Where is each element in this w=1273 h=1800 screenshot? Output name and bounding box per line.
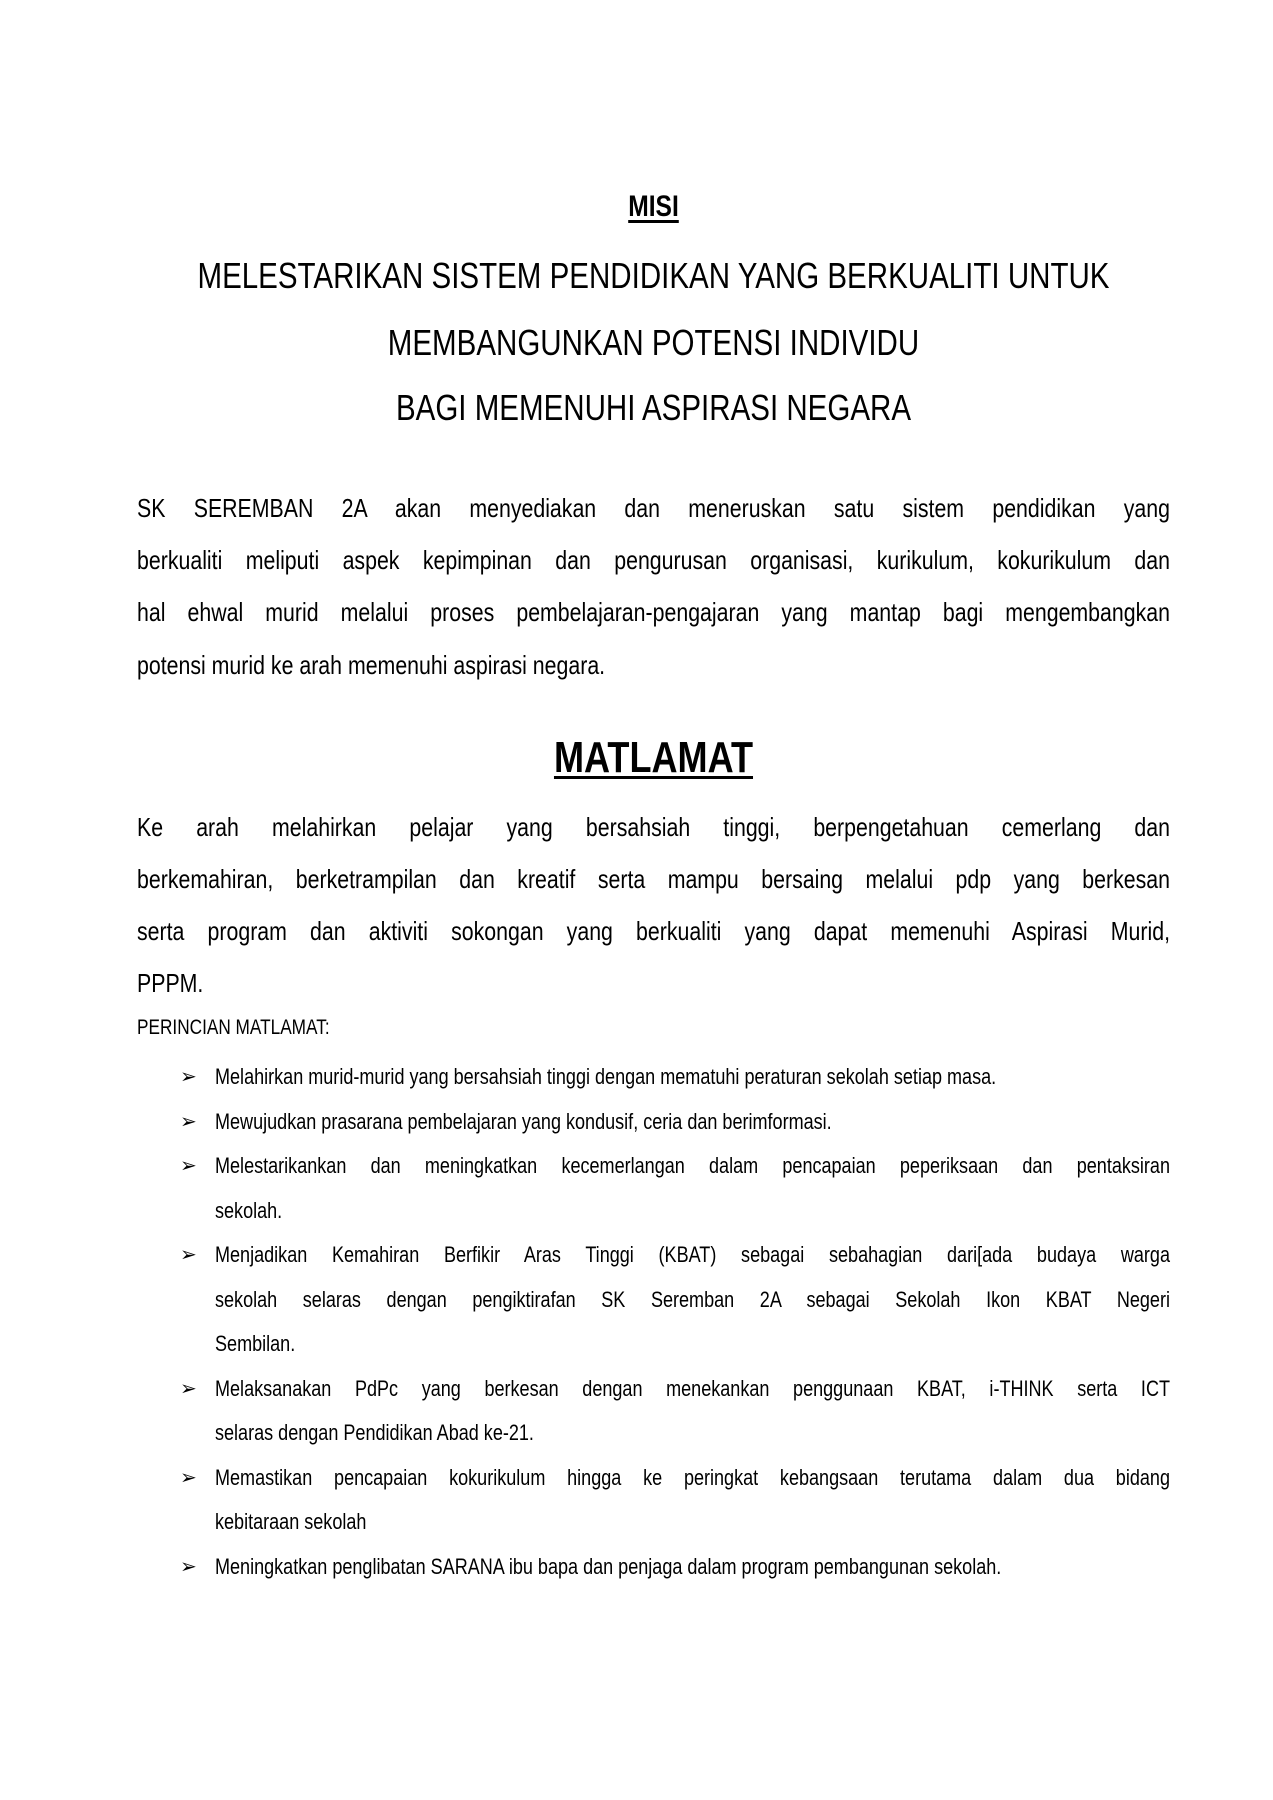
matlamat-bullet-line: Melestarikankan dan meningkatkan kecemerlangan dalam pencapaian peperiksaan dan pentaksiran [215, 1153, 1170, 1178]
matlamat-paragraph-line: Ke arah melahirkan pelajar yang bersahsiah tinggi, berpengetahuan cemerlang dan [137, 812, 1170, 842]
matlamat-bullet-line: Mewujudkan prasarana pembelajaran yang kondusif, ceria dan berimformasi. [215, 1109, 832, 1134]
misi-heading: MISI [628, 190, 679, 223]
misi-statement-line: MELESTARIKAN SISTEM PENDIDIKAN YANG BERKUALITI UNTUK [197, 255, 1110, 296]
misi-statement-line: MEMBANGUNKAN POTENSI INDIVIDU [387, 322, 920, 363]
arrowhead-bullet-icon: ➢ [180, 1377, 197, 1400]
matlamat-bullet-line: Memastikan pencapaian kokurikulum hingga ke peringkat kebangsaan terutama dalam dua bidang [215, 1465, 1170, 1490]
matlamat-bullet-line: sekolah selaras dengan pengiktirafan SK Seremban 2A sebagai Sekolah Ikon KBAT Negeri [215, 1287, 1170, 1312]
misi-paragraph-line: hal ehwal murid melalui proses pembelajaran-pengajaran yang mantap bagi mengembangkan [137, 597, 1170, 627]
misi-statement-line: BAGI MEMENUHI ASPIRASI NEGARA [395, 387, 912, 428]
arrowhead-bullet-icon: ➢ [180, 1466, 197, 1489]
perincian-label: PERINCIAN MATLAMAT: [137, 1016, 330, 1039]
matlamat-bullet-line: Melaksanakan PdPc yang berkesan dengan menekankan penggunaan KBAT, i-THINK serta ICT [215, 1376, 1170, 1401]
matlamat-paragraph-line: PPPM. [137, 968, 204, 998]
matlamat-bullet-line: sekolah. [215, 1198, 283, 1223]
arrowhead-bullet-icon: ➢ [180, 1244, 197, 1266]
matlamat-bullet-line: Meningkatkan penglibatan SARANA ibu bapa dan penjaga dalam program pembangunan sekolah. [215, 1554, 1002, 1579]
arrowhead-bullet-icon: ➢ [180, 1555, 197, 1578]
misi-paragraph-line: SK SEREMBAN 2A akan menyediakan dan meneruskan satu sistem pendidikan yang [137, 493, 1170, 523]
misi-paragraph-line: potensi murid ke arah memenuhi aspirasi negara. [137, 650, 606, 680]
matlamat-paragraph-line: serta program dan aktiviti sokongan yang berkualiti yang dapat memenuhi Aspirasi Murid, [137, 916, 1170, 946]
matlamat-bullet-line: Menjadikan Kemahiran Berfikir Aras Tinggi (KBAT) sebagai sebahagian dari[ada budaya warga [215, 1242, 1170, 1267]
misi-paragraph-line: berkualiti meliputi aspek kepimpinan dan pengurusan organisasi, kurikulum, kokurikulum dan [137, 545, 1170, 575]
matlamat-bullet-line: Sembilan. [215, 1331, 296, 1356]
arrowhead-bullet-icon: ➢ [180, 1066, 197, 1088]
matlamat-bullet-line: selaras dengan Pendidikan Abad ke-21. [215, 1420, 534, 1445]
arrowhead-bullet-icon: ➢ [180, 1155, 197, 1177]
matlamat-heading: MATLAMAT [553, 733, 754, 782]
matlamat-bullet-line: kebitaraan sekolah [215, 1509, 367, 1534]
matlamat-paragraph-line: berkemahiran, berketrampilan dan kreatif serta mampu bersaing melalui pdp yang berkesan [137, 864, 1170, 894]
arrowhead-bullet-icon: ➢ [180, 1110, 197, 1133]
matlamat-bullet-line: Melahirkan murid-murid yang bersahsiah tinggi dengan mematuhi peraturan sekolah setiap masa. [215, 1064, 997, 1089]
